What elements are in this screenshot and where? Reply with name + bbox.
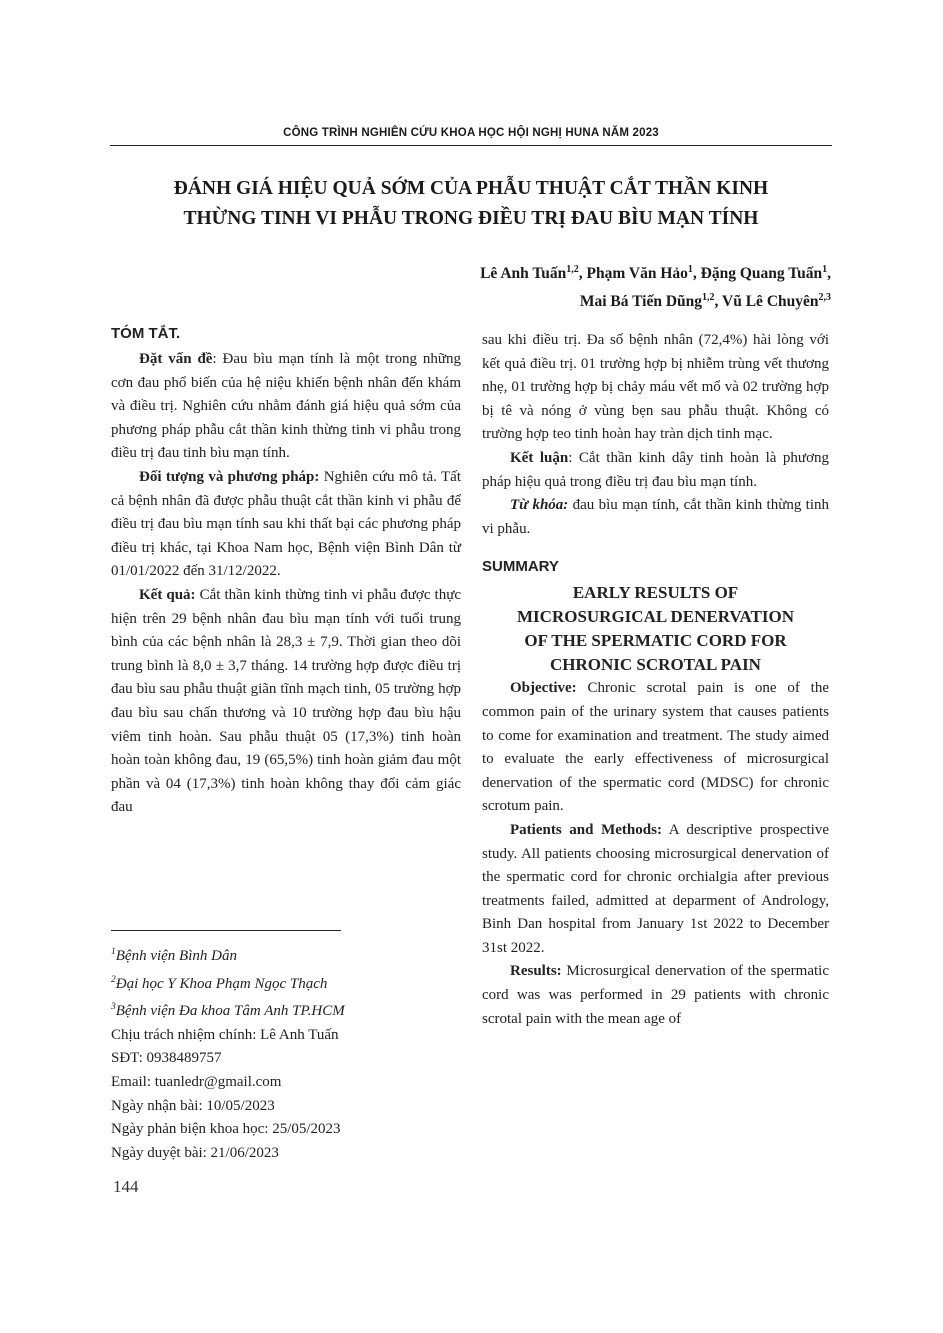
abstract-conclusion (482, 447, 829, 494)
label-keywords: Từ khóa: (510, 497, 569, 514)
reviewed-date: Ngày phản biện khoa học: 25/05/2023 (111, 1121, 341, 1138)
english-title-line: MICROSURGICAL DENERVATION (517, 607, 794, 627)
affiliation-text: Đại học Y Khoa Phạm Ngọc Thạch (115, 975, 328, 992)
label-conclusion: Kết luận (510, 449, 569, 466)
summary-objective (482, 677, 829, 819)
affiliation-text: Bệnh viện Bình Dân (115, 948, 237, 964)
text-results: Cắt thần kinh thừng tinh vi phẫu được thực hiện trên 29 bệnh nhân đau bìu mạn tính với tuổi trung bình của các bệnh nhân là 28,3 ± 7,9. Thời gian theo dõi trung bình là 8,0 ± 3,7 tháng. 14 trường hợp được điều trị đau bìu sau phẫu thuật giãn tĩnh mạch tinh, 05 trường hợp đau bìu sau chấn thương và 10 trường hợp đau bìu hậu viêm tinh hoàn. Sau phẫu thuật 05 (17,3%) tinh hoàn hoàn toàn không đau, 19 (65,5%) tinh hoàn giảm đau một phần và 04 (17,3%) tinh hoàn không thay đổi cảm giác đau (111, 586, 461, 816)
text-patients-methods: A descriptive prospective study. All patients choosing microsurgical denervation of the spermatic cord for chronic orchialgia after previous treatments failed, admitted at deparment of Andrology, Binh Dan hospital from January 1st 2022 to December 31st 2022. (482, 821, 829, 956)
label-patients-methods: Patients and Methods: (510, 821, 662, 838)
left-column (111, 322, 461, 820)
label-results: Kết quả: (139, 586, 196, 603)
text-keywords: đau bìu mạn tính, cắt thần kinh thừng tinh vi phẫu. (482, 497, 829, 537)
author-name: Mai Bá Tiến Dũng (579, 293, 703, 311)
header-rule (110, 145, 832, 146)
text-results-en: Microsurgical denervation of the spermatic cord was was performed in 29 patients with chronic scrotal pain with the mean age of (482, 963, 829, 1027)
abstract-results (111, 584, 461, 820)
label-methods: Đối tượng và phương pháp: (139, 468, 320, 485)
phone-number: SĐT: 0938489757 (111, 1050, 222, 1067)
label-results-en: Results: (510, 963, 562, 980)
abstract-keywords (482, 494, 829, 541)
article-title (110, 174, 832, 234)
footnote-rule (111, 930, 341, 931)
summary-heading: SUMMARY (482, 558, 559, 576)
text-methods: Nghiên cứu mô tả. Tất cả bệnh nhân đã được phẫu thuật cắt thần kinh vi phẫu để điều trị đau bìu mạn tính sau khi thất bại các phương pháp điều trị khác, tại Khoa Nam học, Bệnh viện Bình Dân từ 01/01/2022 đến 31/12/2022. (111, 468, 461, 580)
author-separator: , (692, 265, 701, 283)
summary-results (482, 960, 829, 1031)
author-name: Lê Anh Tuấn (480, 265, 567, 283)
affiliation-1 (111, 941, 471, 969)
affiliation-text: Bệnh viện Đa khoa Tâm Anh TP.HCM (115, 1003, 345, 1020)
author-affiliation: 1,2 (566, 264, 579, 275)
affiliation-number: 2 (111, 974, 116, 985)
abstract-methods (111, 466, 461, 584)
author-separator: , (578, 265, 587, 283)
abstract-heading: TÓM TẮT. (111, 325, 181, 342)
text-background: : Đau bìu mạn tính là một trong những cơn đau phổ biến của hệ niệu khiến bệnh nhân đến khám và điều trị. Nghiên cứu nhằm đánh giá hiệu quả sớm của phương pháp phẫu cắt thần kinh thừng tinh vi phẫu trong điều trị đau tinh bìu mạn tính. (111, 351, 461, 462)
abstract-results-continued: sau khi điều trị. Đa số bệnh nhân (72,4%) hài lòng với kết quả điều trị. 01 trường hợp bị nhiễm trùng vết thương nhẹ, 01 trường hợp bị chảy máu vết mổ và 02 trường hợp bị tê và nóng ở vùng bẹn sau phẫu thuật. Không có trường hợp teo tinh hoàn hay tràn dịch tinh mạc. (482, 332, 829, 443)
abstract-background (111, 348, 461, 466)
author-name: Phạm Văn Hảo (586, 265, 688, 283)
email-address: Email: tuanledr@gmail.com (111, 1073, 282, 1090)
author-name: Vũ Lê Chuyên (722, 293, 819, 311)
author-list (480, 258, 831, 314)
author-separator: , (714, 293, 723, 311)
author-affiliation: 1 (822, 264, 828, 275)
english-title-line: EARLY RESULTS OF (572, 583, 739, 603)
approved-date: Ngày duyệt bài: 21/06/2023 (111, 1144, 279, 1161)
corresponding-author: Chịu trách nhiệm chính: Lê Anh Tuấn (111, 1026, 339, 1043)
footnotes (111, 941, 471, 1165)
english-title-line: OF THE SPERMATIC CORD FOR (524, 631, 787, 651)
affiliation-3 (111, 996, 471, 1024)
author-affiliation: 1 (687, 264, 693, 275)
received-date: Ngày nhận bài: 10/05/2023 (111, 1097, 275, 1114)
author-affiliation: 1,2 (702, 292, 715, 304)
author-line-2 (480, 286, 831, 314)
english-title-line: CHRONIC SCROTAL PAIN (550, 655, 761, 675)
author-separator: , (827, 265, 831, 283)
affiliation-2 (111, 969, 471, 997)
title-line-1: ĐÁNH GIÁ HIỆU QUẢ SỚM CỦA PHẪU THUẬT CẮT THẦN KINH (173, 178, 769, 199)
author-line-1 (480, 258, 831, 286)
english-title (482, 581, 829, 677)
author-affiliation: 2,3 (818, 292, 831, 304)
title-line-2: THỪNG TINH VI PHẪU TRONG ĐIỀU TRỊ ĐAU BÌU MẠN TÍNH (183, 208, 759, 229)
affiliation-number: 3 (111, 1002, 116, 1013)
right-column (482, 329, 829, 1031)
text-objective: Chronic scrotal pain is one of the common pain of the urinary system that causes patients to come for examination and treatment. The study aimed to evaluate the early effectiveness of microsurgical denervation of the spermatic cord (MDSC) for chronic scrotum pain. (482, 680, 829, 815)
summary-methods (482, 819, 829, 961)
running-header: CÔNG TRÌNH NGHIÊN CỨU KHOA HỌC HỘI NGHỊ HUNA NĂM 2023 (283, 127, 659, 139)
label-objective: Objective: (510, 680, 577, 697)
label-background: Đặt vấn đề (139, 351, 213, 367)
text-conclusion: : Cắt thần kinh dây tinh hoàn là phương pháp hiệu quả trong điều trị đau bìu mạn tính. (482, 449, 829, 490)
author-name: Đặng Quang Tuấn (700, 265, 823, 283)
affiliation-number: 1 (111, 947, 116, 957)
page-number: 144 (113, 1177, 139, 1196)
